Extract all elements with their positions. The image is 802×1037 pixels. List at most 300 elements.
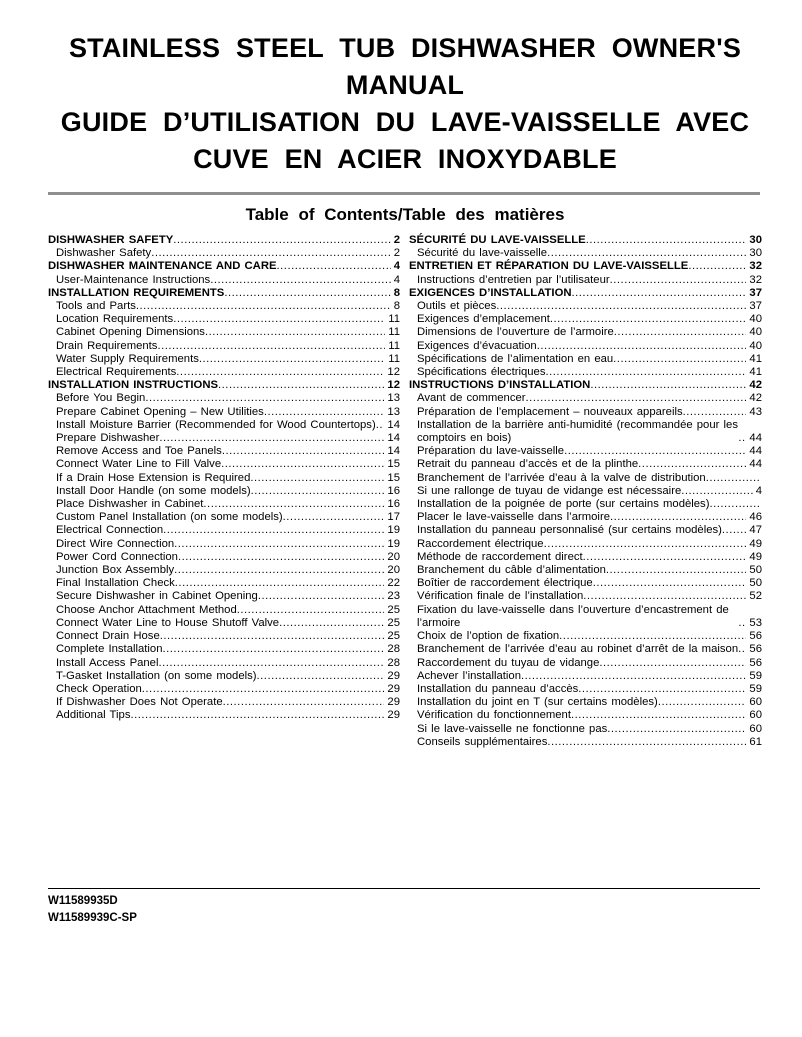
toc-entry (409, 313, 762, 326)
toc-leader-dots (376, 419, 385, 432)
title-divider (48, 192, 760, 195)
toc-entry-label: Install Moisture Barrier (Recommended for Wood Countertops) (56, 418, 376, 431)
toc-leader-dots (173, 234, 390, 247)
toc-entry (48, 498, 400, 511)
toc-entry-label: Conseils supplémentaires (417, 735, 548, 748)
toc-entry-label: ENTRETIEN ET RÉPARATION DU LAVE-VAISSELLE (409, 260, 689, 273)
toc-leader-dots (163, 524, 384, 537)
toc-leader-dots (607, 723, 746, 736)
toc-entry-label: Installation du panneau personnalisé (sur certains modèles) (417, 524, 722, 537)
toc-entry-page: 56 (749, 643, 762, 656)
toc-leader-dots (545, 366, 746, 379)
toc-entry-label: Branchement de l’arrivée d’eau au robinet d’arrêt de la maison (417, 643, 739, 656)
toc-entry (409, 551, 762, 564)
toc-entry-label: Prepare Cabinet Opening – New Utilities (56, 405, 264, 418)
toc-entry (48, 419, 400, 432)
toc-leader-dots (159, 432, 384, 445)
title-line: GUIDE D’UTILISATION DU LAVE-VAISSELLE AVEC (60, 107, 750, 137)
toc-entry (48, 604, 400, 617)
title-line: MANUAL (345, 70, 465, 100)
toc-entry-page: 56 (749, 630, 762, 643)
toc-leader-dots (599, 657, 746, 670)
toc-entry-label: Exigences d’évacuation (417, 339, 537, 352)
toc-entry (409, 300, 762, 313)
toc-entry-page: 13 (387, 392, 400, 405)
toc-entry (409, 353, 762, 366)
toc-entry-page: 60 (749, 722, 762, 735)
toc-entry-label: Fixation du lave-vaisselle dans l’ouverture d’encastrement de l’armoire (417, 603, 729, 629)
toc-entry-page: 4 (755, 484, 762, 497)
toc-entry-label: Water Supply Requirements (56, 352, 199, 365)
toc-entry-label: Installation de la barrière anti-humidité (recommandée pour les comptoirs en bois) (417, 418, 738, 445)
toc-entry (409, 709, 762, 722)
toc-leader-dots (283, 511, 385, 524)
toc-entry-label: Connect Water Line to Fill Valve (56, 458, 222, 471)
toc-entry-label: Installation du joint en T (sur certains modèles) (417, 696, 658, 709)
table-of-contents (48, 234, 762, 749)
toc-entry-label: Place Dishwasher in Cabinet (56, 498, 204, 511)
toc-entry-label: Electrical Requirements (56, 366, 177, 379)
toc-leader-dots (564, 445, 746, 458)
toc-entry-page: 37 (749, 286, 762, 299)
toc-entry-label: Si le lave-vaisselle ne fonctionne pas (417, 722, 608, 735)
toc-entry (409, 683, 762, 696)
toc-entry-page: 42 (749, 392, 762, 405)
toc-entry-label: Placer le lave-vaisselle dans l’armoire (417, 511, 610, 524)
toc-entry (409, 406, 762, 419)
toc-entry (409, 670, 762, 683)
toc-entry (48, 630, 400, 643)
toc-entry (409, 445, 762, 458)
toc-leader-dots (547, 736, 746, 749)
toc-entry (48, 551, 400, 564)
toc-entry-page: 14 (387, 445, 400, 458)
toc-entry (48, 458, 400, 471)
toc-entry-label: Installation de la poignée de porte (sur certains modèles) (417, 498, 710, 511)
document-number-secondary: W11589939C-SP (48, 911, 137, 924)
toc-entry-page: 16 (387, 498, 400, 511)
toc-leader-dots (583, 551, 747, 564)
toc-entry (48, 300, 400, 313)
toc-leader-dots (521, 670, 746, 683)
toc-entry-page: 29 (387, 669, 400, 682)
title-line: CUVE EN ACIER INOXYDABLE (193, 144, 617, 174)
toc-entry-label: Additional Tips (56, 709, 131, 722)
toc-entry-page: 29 (387, 709, 400, 722)
toc-leader-dots (496, 300, 746, 313)
toc-entry-label: Power Cord Connection (56, 550, 178, 563)
toc-entry-page: 30 (749, 247, 762, 260)
toc-entry (409, 564, 762, 577)
toc-entry-page: 11 (388, 313, 400, 326)
toc-entry-page: 25 (387, 603, 400, 616)
footer-divider (48, 888, 760, 889)
toc-leader-dots (738, 617, 746, 630)
toc-leader-dots (277, 260, 391, 273)
toc-entry (48, 247, 400, 260)
toc-entry-label: Complete Installation (56, 643, 163, 656)
toc-leader-dots (578, 683, 746, 696)
toc-entry-page: 60 (749, 709, 762, 722)
toc-entry-page: 11 (388, 339, 400, 352)
toc-leader-dots (251, 485, 385, 498)
toc-entry (48, 643, 400, 656)
toc-entry-label: Avant de commencer (417, 392, 526, 405)
toc-entry (48, 366, 400, 379)
toc-entry-page: 44 (749, 432, 762, 445)
toc-entry-label: Cabinet Opening Dimensions (56, 326, 205, 339)
document-number-primary: W11589935D (48, 895, 118, 907)
toc-entry-label: Choose Anchor Attachment Method (56, 603, 237, 616)
toc-entry-label: Méthode de raccordement direct (417, 550, 583, 563)
toc-entry-page: 50 (749, 577, 762, 590)
toc-entry-page: 49 (749, 537, 762, 550)
toc-entry (409, 326, 762, 339)
toc-entry-page: 40 (749, 326, 762, 339)
toc-entry-page: 14 (387, 418, 400, 431)
toc-entry (409, 736, 762, 749)
toc-entry-label: EXIGENCES D’INSTALLATION (409, 286, 572, 299)
toc-leader-dots (160, 630, 385, 643)
toc-leader-dots (142, 683, 385, 696)
toc-entry-label: Tools and Parts (56, 300, 136, 313)
toc-entry-label: Branchement du câble d’alimentation (417, 564, 606, 577)
toc-entry (48, 472, 400, 485)
toc-leader-dots (136, 300, 391, 313)
toc-entry (48, 432, 400, 445)
toc-entry-label: Direct Wire Connection (56, 537, 175, 550)
toc-entry-page: 17 (387, 511, 400, 524)
toc-entry (48, 577, 400, 590)
toc-entry-page: 2 (393, 234, 400, 246)
toc-entry (48, 696, 400, 709)
toc-entry-label: Remove Access and Toe Panels (56, 445, 222, 458)
toc-leader-dots (638, 458, 746, 471)
toc-entry (48, 260, 400, 273)
toc-entry-page: 12 (387, 379, 400, 392)
toc-entry-label: Installation du panneau d’accès (417, 682, 579, 695)
toc-leader-dots (593, 577, 747, 590)
document-title (48, 30, 762, 178)
toc-entry (409, 366, 762, 379)
toc-entry-label: Location Requirements (56, 313, 174, 326)
toc-entry (48, 485, 400, 498)
toc-entry (409, 274, 762, 287)
toc-entry-page: 40 (749, 339, 762, 352)
toc-entry-page: 12 (387, 366, 400, 379)
toc-entry-label: Raccordement électrique (417, 537, 544, 550)
toc-entry-label: Connect Water Line to House Shutoff Valve (56, 616, 280, 629)
toc-entry-label: Electrical Connection (56, 524, 164, 537)
toc-leader-dots (559, 630, 746, 643)
toc-entry-page: 28 (387, 656, 400, 669)
toc-entry-page: 46 (749, 511, 762, 524)
toc-entry-label: Final Installation Check (56, 577, 175, 590)
toc-leader-dots (738, 643, 746, 656)
toc-entry-label: Choix de l’option de fixation (417, 630, 560, 643)
toc-entry-label: Vérification finale de l’installation (417, 590, 584, 603)
toc-entry (409, 458, 762, 471)
toc-leader-dots (203, 498, 384, 511)
toc-entry-label: Préparation de l’emplacement – nouveaux appareils (417, 405, 683, 418)
toc-entry (409, 419, 762, 445)
toc-entry-label: Spécifications de l’alimentation en eau (417, 352, 614, 365)
toc-leader-dots (258, 590, 385, 603)
toc-leader-dots (175, 577, 385, 590)
toc-entry-label: Custom Panel Installation (on some models) (56, 511, 283, 524)
toc-entry-label: Raccordement du tuyau de vidange (417, 656, 600, 669)
toc-entry-label: Drain Requirements (56, 339, 158, 352)
toc-entry-page: 4 (393, 273, 400, 286)
toc-entry-page: 44 (749, 458, 762, 471)
toc-entry (409, 234, 762, 247)
toc-leader-dots (237, 604, 385, 617)
toc-entry-label: Instructions d’entretien par l’utilisateur (417, 273, 610, 286)
toc-entry-page: 44 (749, 445, 762, 458)
toc-leader-dots (205, 326, 385, 339)
toc-entry (409, 538, 762, 551)
toc-leader-dots (610, 511, 746, 524)
toc-entry-label: Vérification du fonctionnement (417, 709, 571, 722)
toc-entry-page: 53 (749, 616, 762, 629)
toc-entry-page: 32 (749, 260, 762, 273)
toc-entry-page: 41 (749, 352, 762, 365)
toc-entry-label: INSTALLATION INSTRUCTIONS (48, 379, 219, 392)
toc-entry (409, 379, 762, 392)
toc-entry-label: Achever l’installation (417, 669, 521, 682)
toc-entry-page: 29 (387, 682, 400, 695)
toc-entry (409, 260, 762, 273)
toc-entry-page: 25 (387, 630, 400, 643)
toc-entry (48, 406, 400, 419)
toc-entry (409, 392, 762, 405)
toc-entry-page: 52 (749, 590, 762, 603)
toc-entry-page: 4 (393, 260, 400, 273)
toc-entry-label: Connect Drain Hose (56, 630, 160, 643)
toc-leader-dots (279, 617, 384, 630)
toc-leader-dots (537, 340, 747, 353)
toc-entry-page: 20 (387, 564, 400, 577)
toc-entry (409, 247, 762, 260)
toc-leader-dots (176, 366, 384, 379)
toc-entry-page: 40 (749, 313, 762, 326)
toc-leader-dots (606, 564, 747, 577)
toc-entry-page: 19 (387, 524, 400, 537)
toc-leader-dots (550, 313, 747, 326)
toc-leader-dots (218, 379, 384, 392)
toc-entry-page: 61 (749, 735, 762, 748)
toc-entry (409, 604, 762, 630)
toc-entry (48, 234, 400, 247)
toc-entry (48, 392, 400, 405)
toc-heading: Table of Contents/Table des matières (245, 205, 565, 224)
toc-entry-label: If a Drain Hose Extension is Required (56, 471, 251, 484)
toc-leader-dots (688, 260, 746, 273)
toc-entry (409, 472, 762, 485)
toc-leader-dots (178, 551, 384, 564)
toc-leader-dots (586, 234, 747, 247)
toc-entry (48, 445, 400, 458)
toc-entry-page: 41 (749, 366, 762, 379)
toc-entry-page: 50 (749, 564, 762, 577)
toc-entry-label: Dishwasher Safety (56, 247, 152, 260)
toc-leader-dots (199, 353, 385, 366)
toc-leader-dots (722, 524, 747, 537)
toc-entry-page: 56 (749, 656, 762, 669)
toc-entry (409, 498, 762, 511)
toc-entry-page: 11 (388, 326, 400, 339)
toc-entry-page: 59 (749, 682, 762, 695)
toc-entry-label: Branchement de l’arrivée d’eau à la valve de distribution (417, 471, 706, 484)
toc-entry (409, 485, 762, 498)
toc-entry-page: 30 (749, 234, 762, 246)
toc-leader-dots (613, 353, 746, 366)
toc-entry-page: 37 (749, 300, 762, 313)
toc-entry (48, 590, 400, 603)
toc-entry-label: Dimensions de l’ouverture de l’armoire (417, 326, 614, 339)
toc-entry (409, 287, 762, 300)
toc-entry-page: 22 (387, 577, 400, 590)
toc-leader-dots (158, 657, 384, 670)
toc-entry (48, 287, 400, 300)
toc-entry (409, 643, 762, 656)
toc-entry-label: SÉCURITÉ DU LAVE-VAISSELLE (409, 234, 586, 246)
toc-entry (409, 657, 762, 670)
toc-entry (409, 577, 762, 590)
toc-entry (409, 524, 762, 537)
toc-leader-dots (223, 696, 385, 709)
toc-entry-page: 20 (387, 550, 400, 563)
toc-column-english (48, 234, 400, 749)
toc-leader-dots (210, 274, 391, 287)
toc-entry-label: Boîtier de raccordement électrique (417, 577, 593, 590)
toc-leader-dots (681, 485, 752, 498)
toc-entry-page: 32 (749, 273, 762, 286)
toc-leader-dots (157, 340, 385, 353)
toc-entry-label: Install Door Handle (on some models) (56, 484, 251, 497)
toc-leader-dots (610, 274, 747, 287)
toc-leader-dots (222, 445, 385, 458)
toc-leader-dots (526, 392, 747, 405)
toc-entry-page: 49 (749, 550, 762, 563)
toc-entry-page: 59 (749, 669, 762, 682)
toc-entry (48, 538, 400, 551)
toc-leader-dots (544, 538, 747, 551)
toc-leader-dots (151, 247, 391, 260)
toc-leader-dots (257, 670, 385, 683)
toc-entry-label: Spécifications électriques (417, 366, 546, 379)
toc-entry-page: 15 (387, 471, 400, 484)
toc-entry-label: INSTALLATION REQUIREMENTS (48, 286, 225, 299)
toc-leader-dots (590, 379, 746, 392)
toc-entry-label: Exigences d’emplacement (417, 313, 550, 326)
toc-entry (48, 709, 400, 722)
toc-entry-page: 47 (749, 524, 762, 537)
toc-leader-dots (250, 472, 384, 485)
toc-entry-label: T-Gasket Installation (on some models) (56, 669, 257, 682)
toc-entry-label: INSTRUCTIONS D’INSTALLATION (409, 379, 591, 392)
toc-entry (409, 723, 762, 736)
toc-entry (48, 353, 400, 366)
toc-entry (48, 564, 400, 577)
toc-entry-page: 15 (387, 458, 400, 471)
toc-entry-label: Si une rallonge de tuyau de vidange est nécessaire (417, 484, 682, 497)
toc-entry (409, 511, 762, 524)
toc-leader-dots (571, 709, 746, 722)
toc-entry (409, 630, 762, 643)
toc-entry-label: Junction Box Assembly (56, 564, 175, 577)
toc-entry-page: 60 (749, 696, 762, 709)
toc-entry-page: 25 (387, 616, 400, 629)
toc-entry-page: 16 (387, 484, 400, 497)
toc-leader-dots (174, 538, 384, 551)
toc-entry-label: DISHWASHER SAFETY (48, 234, 174, 246)
toc-entry-label: Before You Begin (56, 392, 146, 405)
toc-entry-page: 19 (387, 537, 400, 550)
toc-leader-dots (583, 590, 746, 603)
toc-leader-dots (221, 458, 384, 471)
toc-entry (409, 590, 762, 603)
toc-leader-dots (173, 313, 385, 326)
page-footer (48, 888, 760, 926)
toc-entry-label: Retrait du panneau d’accès et de la plinthe (417, 458, 639, 471)
toc-entry-label: Check Operation (56, 682, 142, 695)
toc-entry (48, 524, 400, 537)
toc-entry-page: 43 (749, 405, 762, 418)
toc-entry (48, 326, 400, 339)
toc-entry-page: 13 (387, 405, 400, 418)
toc-leader-dots (572, 287, 747, 300)
toc-entry (48, 274, 400, 287)
toc-entry-page: 14 (387, 432, 400, 445)
toc-entry (48, 511, 400, 524)
toc-leader-dots (547, 247, 746, 260)
toc-leader-dots (224, 287, 390, 300)
toc-leader-dots (706, 472, 759, 485)
toc-entry (48, 340, 400, 353)
title-line: STAINLESS STEEL TUB DISHWASHER OWNER'S (68, 33, 742, 63)
toc-entry (48, 670, 400, 683)
toc-entry-page: 2 (393, 247, 400, 260)
toc-entry-page: 42 (749, 379, 762, 392)
toc-column-french (409, 234, 762, 749)
toc-leader-dots (683, 406, 747, 419)
toc-entry-label: Préparation du lave-vaisselle (417, 445, 565, 458)
toc-entry-page: 23 (387, 590, 400, 603)
toc-entry-page: 28 (387, 643, 400, 656)
toc-entry (409, 696, 762, 709)
toc-leader-dots (174, 564, 384, 577)
toc-entry (48, 617, 400, 630)
toc-entry-label: If Dishwasher Does Not Operate (56, 696, 223, 709)
toc-leader-dots (130, 709, 384, 722)
toc-leader-dots (738, 432, 746, 445)
toc-entry-page: 8 (393, 300, 400, 313)
toc-entry-label: Secure Dishwasher in Cabinet Opening (56, 590, 258, 603)
toc-leader-dots (614, 326, 747, 339)
toc-entry-page: 11 (388, 352, 400, 365)
toc-entry-label: DISHWASHER MAINTENANCE AND CARE (48, 260, 277, 273)
toc-entry-label: Prepare Dishwasher (56, 432, 160, 445)
toc-leader-dots (145, 392, 384, 405)
toc-leader-dots (163, 643, 385, 656)
toc-entry-label: Sécurité du lave-vaisselle (417, 247, 548, 260)
toc-leader-dots (658, 696, 747, 709)
toc-entry-label: User-Maintenance Instructions (56, 273, 211, 286)
toc-entry (48, 683, 400, 696)
toc-entry-label: Outils et pièces (417, 300, 497, 313)
toc-leader-dots (709, 498, 759, 511)
